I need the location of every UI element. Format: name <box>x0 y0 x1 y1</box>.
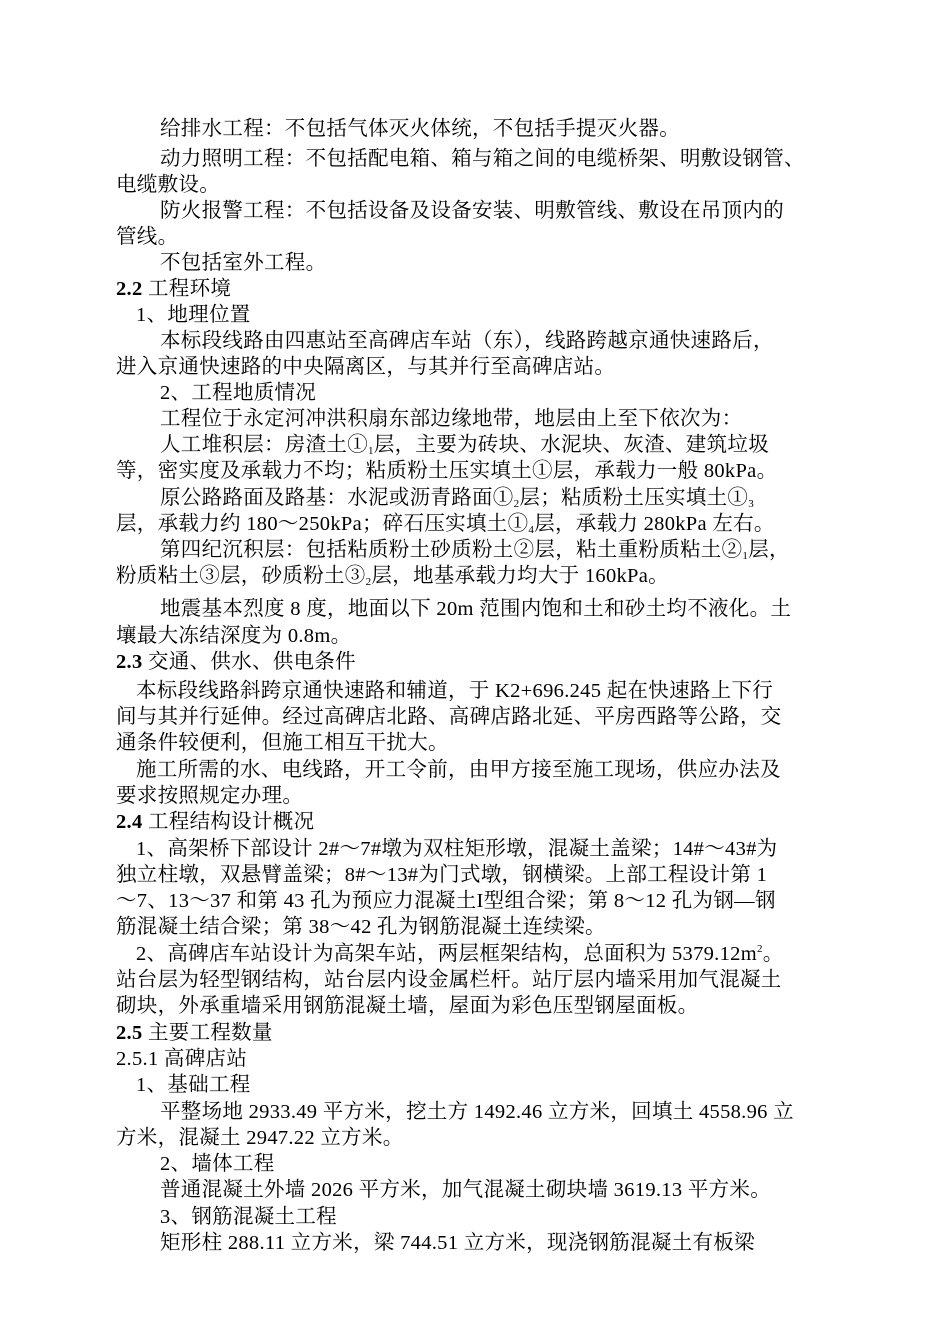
text-line: 不包括室外工程。 <box>160 252 327 274</box>
text-line: 等，密实度及承载力不均；粘质粉土压实填土①层，承载力一般 80kPa。 <box>116 460 778 482</box>
superscript: 2 <box>756 943 763 955</box>
text-line: ～7、13～37 和第 43 孔为预应力混凝土I型组合梁；第 8～12 孔为钢—钢 <box>116 890 776 912</box>
text-span: 原公路路面及路基：水泥或沥青路面① <box>160 487 514 509</box>
text-line: 进入京通快速路的中央隔离区，与其并行至高碑店站。 <box>116 356 616 378</box>
text-line: 管线。 <box>116 226 179 248</box>
section-title: 主要工程数量 <box>147 1022 273 1044</box>
text-line: 站台层为轻型钢结构，站台层内设金属栏杆。站厅层内墙采用加气混凝土 <box>116 969 782 991</box>
text-line <box>116 511 775 537</box>
text-span: 层，地基承载力均大于 160kPa。 <box>371 565 669 587</box>
section-heading-2-3 <box>116 649 356 675</box>
text-line: 普通混凝土外墙 2026 平方米，加气混凝土砌块墙 3619.13 平方米。 <box>160 1179 772 1201</box>
text-line: 施工所需的水、电线路，开工令前，由甲方接至施工现场，供应办法及 <box>136 759 781 781</box>
text-span: 层， <box>748 539 790 561</box>
text-line <box>136 941 784 967</box>
subsection-title: 2、墙体工程 <box>160 1153 275 1175</box>
section-title: 工程结构设计概况 <box>147 811 315 833</box>
text-line: 防火报警工程：不包括设备及设备安装、明敷管线、敷设在吊顶内的 <box>160 200 784 222</box>
subscript: 2 <box>365 576 372 588</box>
text-line: 矩形柱 288.11 立方米，梁 744.51 立方米，现浇钢筋混凝土有板梁 <box>160 1232 755 1254</box>
text-line: 动力照明工程：不包括配电箱、箱与箱之间的电缆桥架、明敷设钢管、 <box>160 148 805 170</box>
section-heading-2-5 <box>116 1020 273 1046</box>
subscript: 2 <box>513 498 520 510</box>
text-line: 砌块，外承重墙采用钢筋混凝土墙，屋面为彩色压型钢屋面板。 <box>116 995 699 1017</box>
section-heading-2-4 <box>116 809 314 835</box>
text-line: 给排水工程：不包括气体灭火体统，不包括手提灭火器。 <box>160 118 680 140</box>
text-span: 层；粘质粉土压实填土① <box>519 487 749 509</box>
text-span: 第四纪沉积层：包括粘质粉土砂质粉土②层，粘土重粉质粘土② <box>160 539 743 561</box>
section-title: 交通、供水、供电条件 <box>147 651 356 673</box>
subscript: 4 <box>528 524 535 536</box>
text-line: 1、高架桥下部设计 2#～7#墩为双柱矩形墩，混凝土盖梁；14#～43#为 <box>136 838 778 860</box>
text-span: 。 <box>762 943 784 965</box>
text-line: 壤最大冻结深度为 0.8m。 <box>116 625 352 647</box>
subscript: 3 <box>748 498 755 510</box>
text-span: 粉质粘土③层，砂质粉土③ <box>116 565 366 587</box>
subscript: 1 <box>368 445 374 457</box>
text-line <box>116 563 669 589</box>
text-line <box>160 537 790 563</box>
text-line: 工程位于永定河冲洪积扇东部边缘地带，地层由上至下依次为： <box>160 408 743 430</box>
subsection-title: 1、基础工程 <box>136 1074 251 1096</box>
text-span: 人工堆积层：房渣土① <box>160 434 368 456</box>
section-number: 2.4 <box>116 811 143 833</box>
section-number: 2.5 <box>116 1022 143 1044</box>
text-line: 方米，混凝土 2947.22 立方米。 <box>116 1127 404 1149</box>
text-line: 本标段线路由四惠站至高碑店车站（东），线路跨越京通快速路后， <box>160 330 774 352</box>
text-line: 本标段线路斜跨京通快速路和辅道，于 K2+696.245 起在快速路上下行 <box>136 680 774 702</box>
subscript: 1 <box>742 550 749 562</box>
text-line: 地震基本烈度 8 度，地面以下 20m 范围内饱和土和砂土均不液化。土 <box>160 598 792 620</box>
text-span: 2、高碑店车站设计为高架车站，两层框架结构，总面积为 5379.12m <box>136 943 757 965</box>
text-span: 层，承载力约 180～250kPa；碎石压实填土① <box>116 513 529 535</box>
section-title: 工程环境 <box>147 278 232 300</box>
subsection-title: 1、地理位置 <box>136 304 251 326</box>
text-line: 平整场地 2933.49 平方米，挖土方 1492.46 立方米，回填土 4558.96 立 <box>160 1101 794 1123</box>
text-line: 间与其并行延伸。经过高碑店北路、高碑店路北延、平房西路等公路，交 <box>116 706 782 728</box>
text-line: 筋混凝土结合梁；第 38～42 孔为钢筋混凝土连续梁。 <box>116 916 606 938</box>
text-line <box>160 432 769 458</box>
text-line: 电缆敷设。 <box>116 174 220 196</box>
section-number: 2.3 <box>116 651 143 673</box>
text-line: 通条件较便利，但施工相互干扰大。 <box>116 732 449 754</box>
subsection-heading: 2.5.1 高碑店站 <box>116 1048 248 1070</box>
text-line: 要求按照规定办理。 <box>116 785 304 807</box>
section-number: 2.2 <box>116 278 143 300</box>
text-line: 独立柱墩，双悬臂盖梁；8#～13#为门式墩，钢横梁。上部工程设计第 1 <box>116 864 768 886</box>
text-line <box>160 485 754 511</box>
section-heading-2-2 <box>116 276 231 302</box>
text-span: 层，承载力 280kPa 左右。 <box>534 513 775 535</box>
subsection-title: 2、工程地质情况 <box>160 382 317 404</box>
subsection-title: 3、钢筋混凝土工程 <box>160 1206 337 1228</box>
text-span: 层，主要为砖块、水泥块、灰渣、建筑垃圾 <box>373 434 770 456</box>
